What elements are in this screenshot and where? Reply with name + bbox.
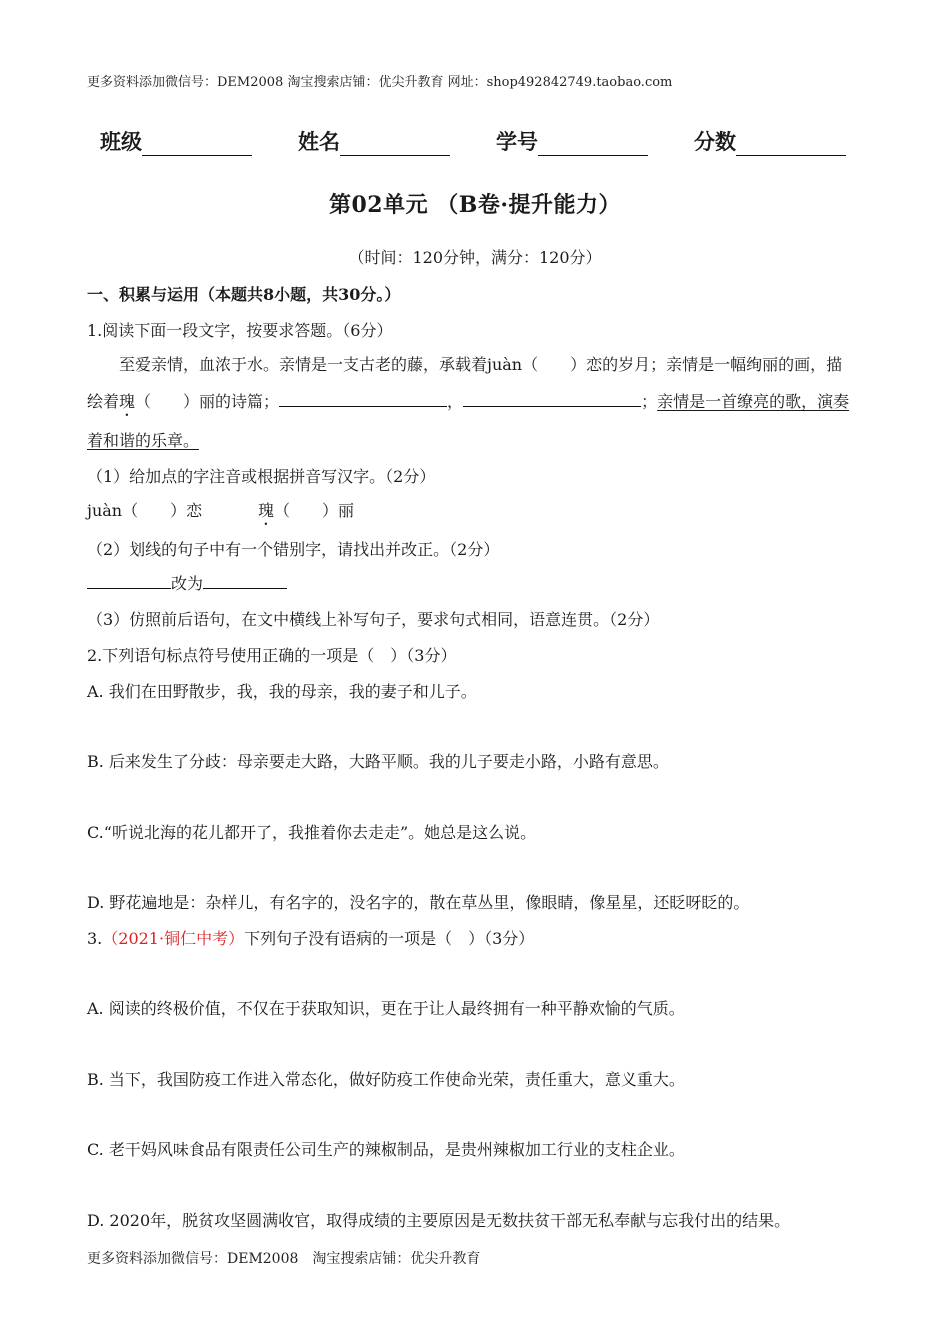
q2-stem: 2.下列语句标点符号使用正确的一项是（ ）（3分） xyxy=(87,646,457,665)
class-field: 班级 xyxy=(100,126,252,156)
q3-option-c[interactable]: C. 老干妈风味食品有限责任公司生产的辣椒制品，是贵州辣椒加工行业的支柱企业。 xyxy=(87,1140,685,1159)
footer-promo: 更多资料添加微信号：DEM2008 淘宝搜索店铺：优尖升教育 xyxy=(87,1251,481,1267)
student-id-blank[interactable] xyxy=(538,133,648,156)
q1-passage-line3 xyxy=(87,428,199,451)
q2-option-a[interactable]: A. 我们在田野散步，我，我的母亲，我的妻子和儿子。 xyxy=(87,682,477,701)
underlined-sentence: 亲情是一首缭亮的歌，演奏 xyxy=(657,392,850,411)
section-heading: 一、积累与运用（本题共8小题，共30分。） xyxy=(87,285,401,304)
q2-option-c[interactable]: C.“听说北海的花儿都开了，我推着你去走走”。她总是这么说。 xyxy=(87,823,537,842)
q3-source: （2021·铜仁中考） xyxy=(102,929,245,948)
name-field: 姓名 xyxy=(298,126,450,156)
q3-stem: 3.（2021·铜仁中考）下列句子没有语病的一项是（ ）（3分） xyxy=(87,929,535,948)
correct-char-blank[interactable] xyxy=(203,572,287,589)
wrong-char-blank[interactable] xyxy=(87,572,171,589)
exam-subtitle: （时间：120分钟，满分：120分） xyxy=(348,248,602,267)
q1-sub2: （2）划线的句子中有一个错别字，请找出并改正。（2分） xyxy=(87,540,500,559)
class-blank[interactable] xyxy=(142,133,252,156)
page-title: 第02单元 （B卷·提升能力） xyxy=(328,192,622,218)
fill-blank-1[interactable] xyxy=(279,390,447,407)
q1-sub1: （1）给加点的字注音或根据拼音写汉字。（2分） xyxy=(87,467,436,486)
q3-option-d[interactable]: D. 2020年，脱贫攻坚圆满收官，取得成绩的主要原因是无数扶贫干部无私奉献与忘我付出的结果。 xyxy=(87,1211,791,1230)
q2-option-b[interactable]: B. 后来发生了分歧：母亲要走大路，大路平顺。我的儿子要走小路，小路有意思。 xyxy=(87,752,669,771)
dotted-char: 瑰 xyxy=(119,392,136,411)
fill-blank-2[interactable] xyxy=(463,390,641,407)
q1-sub1-answer-b: 瑰（ ）丽 xyxy=(258,501,355,520)
header-promo: 更多资料添加微信号：DEM2008 淘宝搜索店铺：优尖升教育 网址：shop492842749.taobao.com xyxy=(87,75,673,90)
q2-option-d[interactable]: D. 野花遍地是：杂样儿，有名字的，没名字的，散在草丛里，像眼睛，像星星，还眨呀眨的。 xyxy=(87,893,750,912)
q1-passage-line2: 绘着瑰（ ）丽的诗篇； ， ；亲情是一首缭亮的歌，演奏 xyxy=(87,392,850,411)
q1-sub3: （3）仿照前后语句，在文中横线上补写句子，要求句式相同，语意连贯。（2分） xyxy=(87,610,660,629)
q3-option-b[interactable]: B. 当下，我国防疫工作进入常态化，做好防疫工作使命光荣，责任重大，意义重大。 xyxy=(87,1070,685,1089)
student-info-line xyxy=(100,126,846,156)
score-field: 分数 xyxy=(694,126,846,156)
q1-passage-line1: 至爱亲情，血浓于水。亲情是一支古老的藤，承载着juàn（ ）恋的岁月；亲情是一幅绚丽的画，描 xyxy=(119,355,843,374)
underlined-sentence-end: 着和谐的乐章。 xyxy=(87,431,200,450)
student-id-field: 学号 xyxy=(496,126,648,156)
q1-sub1-answer-a: juàn（ ）恋 xyxy=(87,501,203,520)
q1-sub2-fill: 改为 xyxy=(87,571,287,594)
q1-stem: 1.阅读下面一段文字，按要求答题。（6分） xyxy=(87,321,393,340)
q3-option-a[interactable]: A. 阅读的终极价值，不仅在于获取知识，更在于让人最终拥有一种平静欢愉的气质。 xyxy=(87,999,685,1018)
score-blank[interactable] xyxy=(736,133,846,156)
name-blank[interactable] xyxy=(340,133,450,156)
